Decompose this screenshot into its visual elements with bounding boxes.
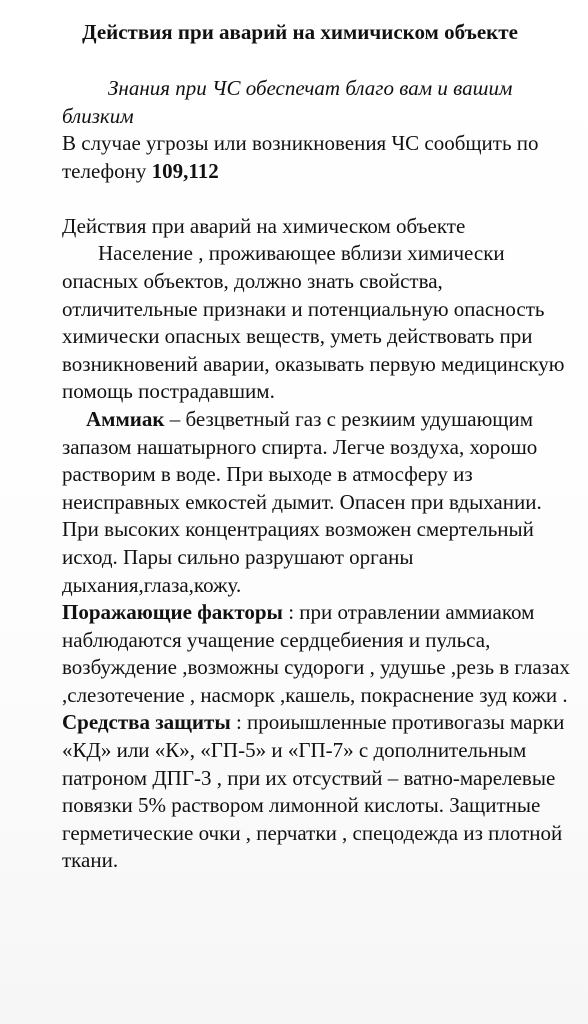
protection-text: : проиышленные противогазы марки «КД» или «К», «ГП-5» и «ГП-7» с дополнительным патроном ДПГ-3 , при их отсуствий – ватно-марелевые повязки 5% раствором лимонной кислоты. Защитные герметические очки , перчатки , спецодежда из плотной ткани. [62, 710, 565, 873]
population-paragraph: Население , проживающее вблизи химически опасных объектов, должно знать свойства, отличительные признаки и потенциальную опасность химически опасных веществ, уметь действовать при возникновений аварии, оказывать первую медицинскую помощь пострадавшим. [62, 241, 565, 404]
ammonia-text: – безцветный газ с резкиим удушающим запазом нашатырного спирта. Легче воздуха, хорошо растворим в воде. При выходе в атмосферу из неисправных емкостей дымит. Опасен при вдыхании. При высоких концентрациях возможен смертельный исход. Пары сильно разрушают органы дыхания,глаза,кожу. [62, 406, 542, 597]
document-subtitle: Знания при ЧС обеспечат благо вам и вашим близким [62, 76, 513, 128]
document-title: Действия при аварий на химичиском объекте [82, 20, 518, 44]
factors-text: : при отравлении аммиаком наблюдаются учащение сердцебиения и пульса, возбуждение ,возможны судороги , удушье ,резь в глазах ,слезотечение , насморк ,кашель, покраснение зуд кожи . [62, 600, 570, 707]
ammonia-term: Аммиак [86, 406, 165, 431]
emergency-paragraph [62, 130, 582, 185]
protection-term: Средства защиты [62, 710, 231, 735]
emergency-text: В случае угрозы или возникновения ЧС сообщить по телефону [62, 131, 539, 183]
blank-line [62, 185, 582, 213]
protection-paragraph [62, 709, 582, 875]
factors-paragraph [62, 599, 582, 709]
section-heading: Действия при аварий на химическом объекте [62, 213, 466, 238]
factors-term: Поражающие факторы [62, 600, 283, 625]
emergency-phone-numbers: 109,112 [151, 158, 219, 183]
document-body [62, 130, 582, 875]
ammonia-paragraph [62, 406, 582, 599]
